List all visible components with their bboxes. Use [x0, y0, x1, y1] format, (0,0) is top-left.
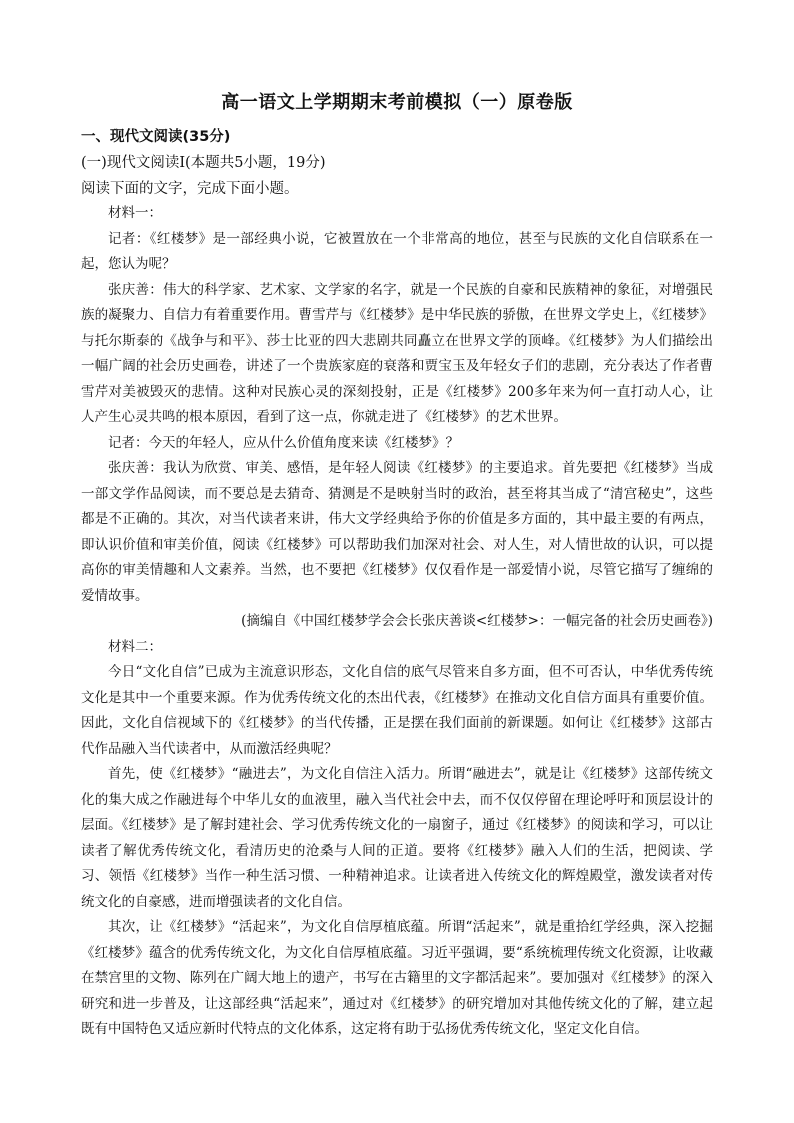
paragraph: 首先，使《红楼梦》“融进去”，为文化自信注入活力。所谓“融进去”，就是让《红楼梦》这部传统文化的集大成之作融进每个中华儿女的血液里，融入当代社会中去，而不仅仅停留在理论呼吁和顶层设计的层面。《红楼梦》是了解封建社会、学习优秀传统文化的一扇窗子，通过《红楼梦》的阅读和学习，可以让读者了解优秀传统文化，看清历史的沧桑与人间的正道。要将《红楼梦》融入人们的生活，把阅读、学习、领悟《红楼梦》当作一种生活习惯、一种精神追求。让读者进入传统文化的辉煌殿堂，激发读者对传统文化的自豪感，进而增强读者的文化自信。	[81, 766, 713, 910]
paragraph: 今日“文化自信”已成为主流意识形态，文化自信的底气尽管来自多方面，但不可否认，中华优秀传统文化是其中一个重要来源。作为优秀传统文化的杰出代表，《红楼梦》在推动文化自信方面具有重要价值。因此，文化自信视域下的《红楼梦》的当代传播，正是摆在我们面前的新课题。如何让《红楼梦》这部古代作品融入当代读者中，从而激活经典呢？	[81, 664, 713, 757]
paragraph: 张庆善：伟大的科学家、艺术家、文学家的名字，就是一个民族的自豪和民族精神的象征，对增强民族的凝聚力、自信力有着重要作用。曹雪芹与《红楼梦》是中华民族的骄傲，在世界文学史上，《红楼梦》与托尔斯泰的《战争与和平》、莎士比亚的四大悲剧共同矗立在世界文学的顶峰。《红楼梦》为人们描绘出一幅广阔的社会历史画卷，讲述了一个贵族家庭的衰落和贾宝玉及年轻女子们的悲剧，充分表达了作者曹雪芹对美被毁灭的悲情。这种对民族心灵的深刻投射，正是《红楼梦》200多年来为何一直打动人心，让人产生心灵共鸣的根本原因，看到了这一点，你就走进了《红楼梦》的艺术世界。	[81, 281, 713, 425]
paragraph: 记者：今天的年轻人，应从什么价值角度来读《红楼梦》？	[108, 434, 459, 451]
subsection-heading: (一)现代文阅读Ⅰ(本题共5小题，19分)	[81, 155, 326, 171]
material-two-label: 材料二：	[108, 638, 162, 655]
reading-passage	[81, 201, 713, 1043]
section-heading: 一、现代文阅读(35分)	[81, 129, 231, 145]
material-one-source: (摘编自《中国红楼梦学会会长张庆善谈<红楼梦>：一幅完备的社会历史画卷》)	[241, 613, 713, 629]
paragraph: 张庆善：我认为欣赏、审美、感悟，是年轻人阅读《红楼梦》的主要追求。首先要把《红楼梦》当成一部文学作品阅读，而不要总是去猜奇、猜测是不是映射当时的政治，甚至将其当成了“清宫秘史”，这些都是不正确的。其次，对当代读者来讲，伟大文学经典给予你的价值是多方面的，其中最主要的有两点，即认识价值和审美价值，阅读《红楼梦》可以帮助我们加深对社会、对人生，对人情世故的认识，可以提高你的审美情趣和人文素养。当然，也不要把《红楼梦》仅仅看作是一部爱情小说，尽管它描写了缠绵的爱情故事。	[81, 460, 713, 604]
material-one-label: 材料一：	[108, 205, 162, 221]
reading-instruction: 阅读下面的文字，完成下面小题。	[81, 181, 299, 197]
paragraph: 其次，让《红楼梦》“活起来”，为文化自信厚植底蕴。所谓“活起来”，就是重拾红学经典，深入挖掘《红楼梦》蕴含的优秀传统文化，为文化自信厚植底蕴。习近平强调，要“系统梳理传统文化资源，让收藏在禁宫里的文物、陈列在广阔大地上的遗产，书写在古籍里的文字都活起来”。要加强对《红楼梦》的深入研究和进一步普及，让这部经典“活起来”，通过对《红楼梦》的研究增加对其他传统文化的了解，建立起既有中国特色又适应新时代特点的文化体系，这定将有助于弘扬优秀传统文化，坚定文化自信。	[81, 919, 713, 1037]
paragraph: 记者：《红楼梦》是一部经典小说，它被置放在一个非常高的地位，甚至与民族的文化自信联系在一起，您认为呢？	[81, 230, 713, 272]
page-title: 高一语文上学期期末考前模拟（一）原卷版	[221, 92, 573, 113]
